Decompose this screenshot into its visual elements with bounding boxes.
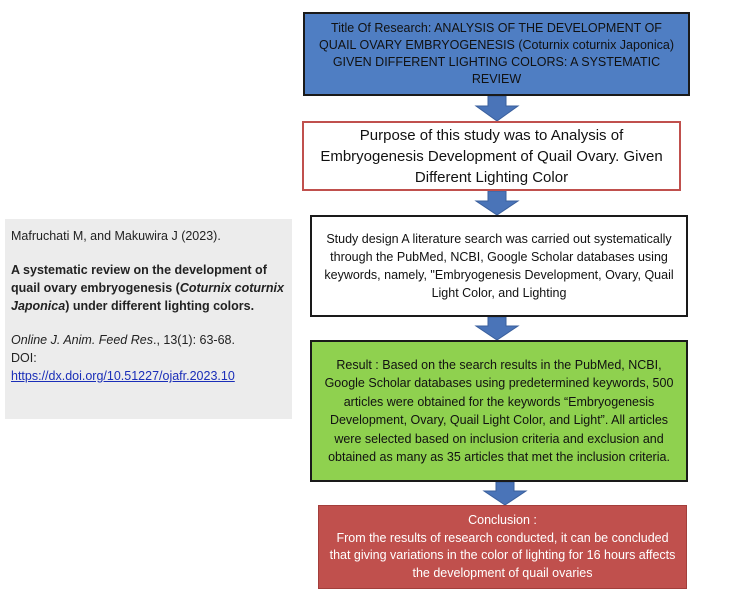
reference-title-part1: A systematic review on the development of quail ovary embryogenesis ( [11, 263, 267, 295]
reference-panel [5, 219, 292, 419]
reference-citation: Mafruchati M, and Makuwira J (2023). [11, 229, 221, 243]
reference-title-part2: ) under different lighting colors. [65, 299, 255, 313]
research-title-text: Title Of Research: ANALYSIS OF THE DEVELOPMENT OF QUAIL OVARY EMBRYOGENESIS (Coturnix coturnix Japonica) GIVEN DIFFERENT LIGHTING COLORS: A SYSTEMATIC REVIEW [319, 21, 674, 86]
down-arrow-icon [474, 317, 520, 341]
reference-title [11, 261, 286, 315]
purpose-text: Purpose of this study was to Analysis of Embryogenesis Development of Quail Ovary. Given Different Lighting Color [320, 126, 663, 186]
result-box [310, 340, 688, 482]
study-design-box [310, 215, 688, 317]
conclusion-box [318, 505, 687, 589]
purpose-box [302, 121, 681, 191]
reference-journal-details: ., 13(1): 63-68. [152, 333, 235, 347]
doi-link[interactable]: https://dx.doi.org/10.51227/ojafr.2023.10 [11, 369, 235, 383]
reference-doi-label: DOI: [11, 351, 37, 365]
reference-journal-line [11, 331, 286, 349]
conclusion-text: From the results of research conducted, it can be concluded that giving variations in the color of lighting for 16 hours affects the development of quail ovaries [329, 530, 676, 580]
down-arrow-icon [474, 191, 520, 216]
conclusion-heading: Conclusion : [468, 513, 537, 527]
research-title-box [303, 12, 690, 96]
down-arrow-icon [474, 96, 520, 122]
down-arrow-icon [482, 482, 528, 506]
study-design-text: Study design A literature search was carried out systematically through the PubMed, NCBI, Google Scholar databases using keywords, namely, "Embryogenesis Development, Ovary, Quail Light Color, and Lighting [324, 232, 674, 300]
result-text: Result : Based on the search results in the PubMed, NCBI, Google Scholar databases using predetermined keywords, 500 articles were obtained for the keywords “Embryogenesis Development, Ovary, Quail Light Color, and Light”. All articles were selected based on inclusion criteria and exclusion and obtained as many as 35 articles that met the inclusion criteria. [324, 357, 674, 464]
reference-journal: Online J. Anim. Feed Res [11, 333, 153, 347]
reference-title-species: Coturnix coturnix Japonica [11, 281, 284, 313]
